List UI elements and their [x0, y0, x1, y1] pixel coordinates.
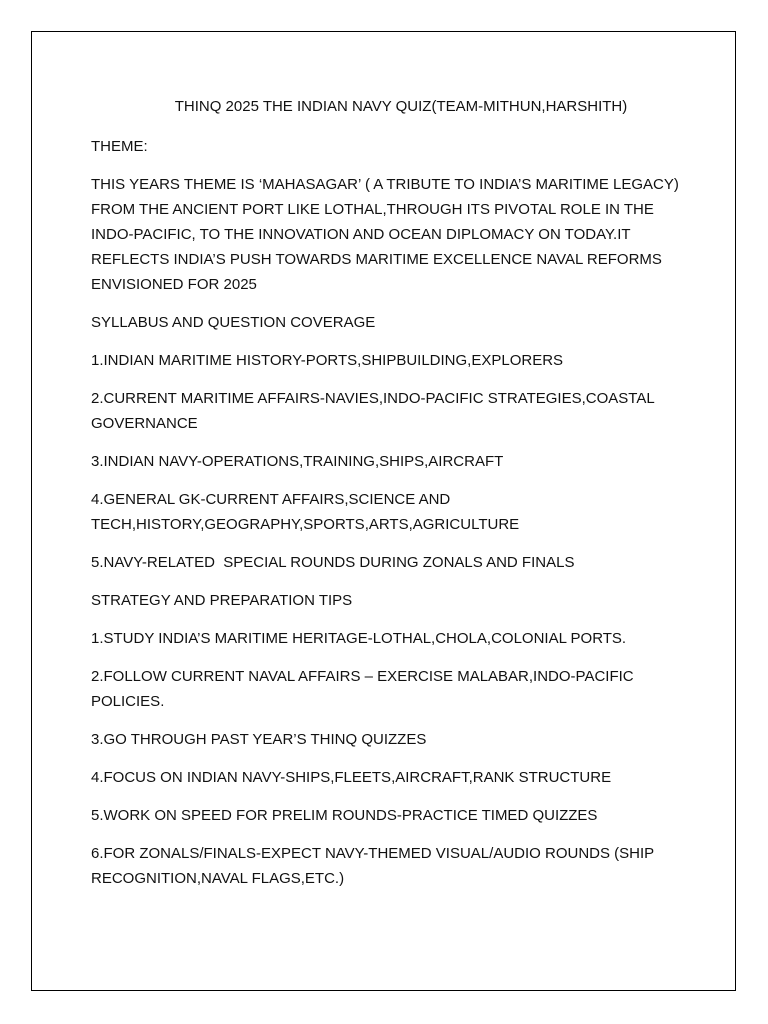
strategy-item: 4.FOCUS ON INDIAN NAVY-SHIPS,FLEETS,AIRCRAFT,RANK STRUCTURE: [91, 769, 612, 786]
strategy-item: 5.WORK ON SPEED FOR PRELIM ROUNDS-PRACTICE TIMED QUIZZES: [91, 807, 598, 824]
syllabus-item: 4.GENERAL GK-CURRENT AFFAIRS,SCIENCE AND TECH,HISTORY,GEOGRAPHY,SPORTS,ARTS,AGRICULTURE: [91, 491, 520, 533]
strategy-item: 6.FOR ZONALS/FINALS-EXPECT NAVY-THEMED VISUAL/AUDIO ROUNDS (SHIP RECOGNITION,NAVAL FLAGS,ETC.): [91, 845, 654, 887]
strategy-item: 3.GO THROUGH PAST YEAR’S THINQ QUIZZES: [91, 731, 427, 748]
strategy-item: 1.STUDY INDIA’S MARITIME HERITAGE-LOTHAL,CHOLA,COLONIAL PORTS.: [91, 630, 627, 647]
syllabus-item: 1.INDIAN MARITIME HISTORY-PORTS,SHIPBUILDING,EXPLORERS: [91, 352, 564, 369]
syllabus-item: 5.NAVY-RELATED SPECIAL ROUNDS DURING ZONALS AND FINALS: [91, 554, 575, 571]
document-body: [91, 94, 681, 904]
syllabus-heading: SYLLABUS AND QUESTION COVERAGE: [91, 314, 376, 331]
document-title: THINQ 2025 THE INDIAN NAVY QUIZ(TEAM-MITHUN,HARSHITH): [174, 98, 628, 115]
document-page: [31, 31, 736, 991]
theme-heading: THEME:: [91, 138, 148, 155]
strategy-item: 2.FOLLOW CURRENT NAVAL AFFAIRS – EXERCISE MALABAR,INDO-PACIFIC POLICIES.: [91, 668, 634, 710]
syllabus-item: 2.CURRENT MARITIME AFFAIRS-NAVIES,INDO-PACIFIC STRATEGIES,COASTAL GOVERNANCE: [91, 390, 655, 432]
theme-text: THIS YEARS THEME IS ‘MAHASAGAR’ ( A TRIBUTE TO INDIA’S MARITIME LEGACY) FROM THE ANCIENT PORT LIKE LOTHAL,THROUGH ITS PIVOTAL ROLE IN THE INDO-PACIFIC, TO THE INNOVATION AND OCEAN DIPLOMACY ON TODAY.IT REFLECTS INDIA’S PUSH TOWARDS MARITIME EXCELLENCE NAVAL REFORMS ENVISIONED FOR 2025: [91, 176, 679, 293]
syllabus-item: 3.INDIAN NAVY-OPERATIONS,TRAINING,SHIPS,AIRCRAFT: [91, 453, 504, 470]
strategy-heading: STRATEGY AND PREPARATION TIPS: [91, 592, 353, 609]
